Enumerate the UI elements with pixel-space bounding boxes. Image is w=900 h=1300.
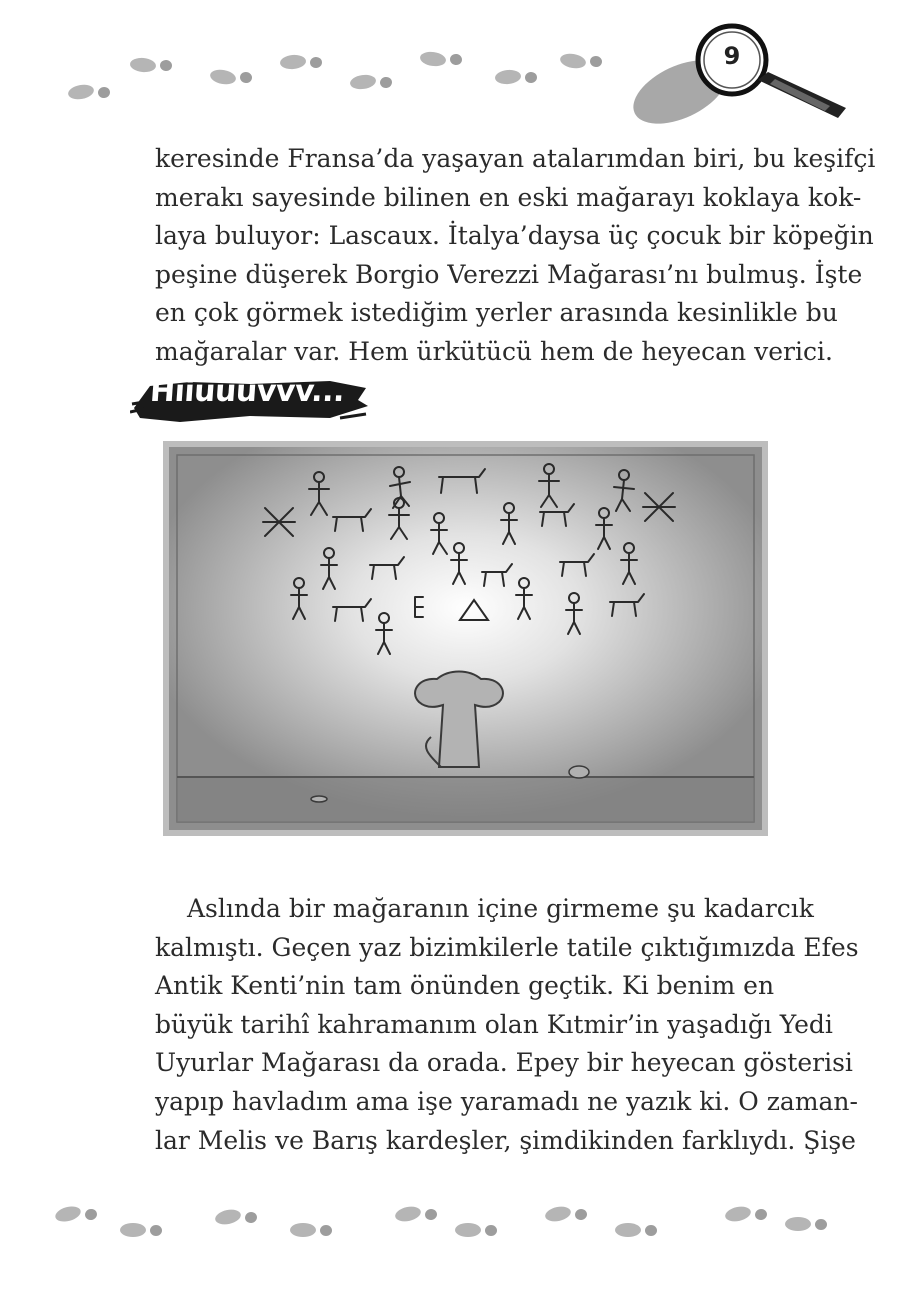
footprint-icon bbox=[394, 1204, 422, 1223]
text-line: yapıp havladım ama işe yaramadı ne yazık ki. O zaman- bbox=[155, 1086, 858, 1116]
text-line: en çok görmek istediğim yerler arasında kesinlikle bu bbox=[155, 298, 838, 328]
text-line: kalmıştı. Geçen yaz bizimkilerle tatile çıktığımızda Efes bbox=[155, 932, 859, 962]
paragraph-1 bbox=[155, 140, 876, 372]
cave-wall-drawing bbox=[169, 447, 762, 830]
footprint-icon bbox=[544, 1204, 572, 1223]
footprint-icon bbox=[485, 1225, 497, 1236]
text-line: peşine düşerek Borgio Verezzi Mağarası’nı bulmuş. İşte bbox=[155, 259, 863, 289]
footprint-icon bbox=[129, 57, 156, 73]
footprint-icon bbox=[494, 69, 521, 85]
footprint-icon bbox=[67, 83, 95, 101]
text-line: Uyurlar Mağarası da orada. Epey bir heyecan gösterisi bbox=[155, 1048, 853, 1078]
footprint-icon bbox=[279, 54, 306, 70]
footprint-icon bbox=[419, 50, 447, 67]
magnifier-icon bbox=[620, 22, 850, 132]
footprint-icon bbox=[424, 1208, 438, 1221]
footprint-icon bbox=[785, 1217, 811, 1231]
footprint-icon bbox=[645, 1225, 657, 1236]
footprint-icon bbox=[559, 52, 587, 70]
footprint-icon bbox=[320, 1225, 332, 1236]
footprint-icon bbox=[209, 68, 237, 86]
footprint-icon bbox=[754, 1208, 768, 1221]
footprint-icon bbox=[589, 55, 603, 68]
footprint-icon bbox=[449, 53, 462, 66]
footprint-icon bbox=[290, 1223, 316, 1237]
footprint-icon bbox=[310, 56, 323, 68]
footprint-icon bbox=[54, 1204, 83, 1224]
text-line: mağaralar var. Hem ürkütücü hem de heyecan verici. bbox=[155, 336, 833, 366]
footprint-icon bbox=[160, 59, 173, 71]
footprint-icon bbox=[214, 1207, 242, 1226]
paragraph-2 bbox=[155, 890, 859, 1160]
footprint-icon bbox=[574, 1208, 588, 1221]
footprint-icon bbox=[815, 1219, 827, 1230]
text-line: laya buluyor: Lascaux. İtalya’daysa üç çocuk bir köpeğin bbox=[155, 221, 874, 251]
text-line: Antik Kenti’nin tam önünden geçtik. Ki benim en bbox=[155, 971, 775, 1001]
text-line: lar Melis ve Barış kardeşler, şimdikinden farklıydı. Şişe bbox=[155, 1125, 856, 1155]
footprint-icon bbox=[379, 76, 392, 89]
footprint-icon bbox=[97, 86, 111, 99]
sound-effect-text: Hiiuuuvvv... bbox=[148, 374, 346, 409]
text-line: merakı sayesinde bilinen en eski mağarayı koklaya kok- bbox=[155, 182, 862, 212]
text-line: büyük tarihî kahramanım olan Kıtmir’in yaşadığı Yedi bbox=[155, 1009, 833, 1039]
bottom-footprints-decoration bbox=[0, 1185, 900, 1255]
footprint-icon bbox=[239, 71, 253, 84]
text-line: keresinde Fransa’da yaşayan atalarımdan biri, bu keşifçi bbox=[155, 144, 876, 173]
footprint-icon bbox=[724, 1204, 752, 1223]
footprint-icon bbox=[455, 1223, 481, 1237]
footprint-icon bbox=[84, 1208, 98, 1222]
footprint-icon bbox=[244, 1211, 258, 1224]
cave-illustration bbox=[163, 441, 768, 836]
footprint-icon bbox=[525, 71, 538, 83]
footprint-icon bbox=[120, 1223, 146, 1237]
text-line: Aslında bir mağaranın içine girmeme şu kadarcık bbox=[187, 894, 814, 923]
footprint-icon bbox=[150, 1225, 162, 1236]
page-number: 9 bbox=[723, 42, 741, 70]
footprint-icon bbox=[349, 73, 377, 90]
footprint-icon bbox=[615, 1223, 641, 1237]
